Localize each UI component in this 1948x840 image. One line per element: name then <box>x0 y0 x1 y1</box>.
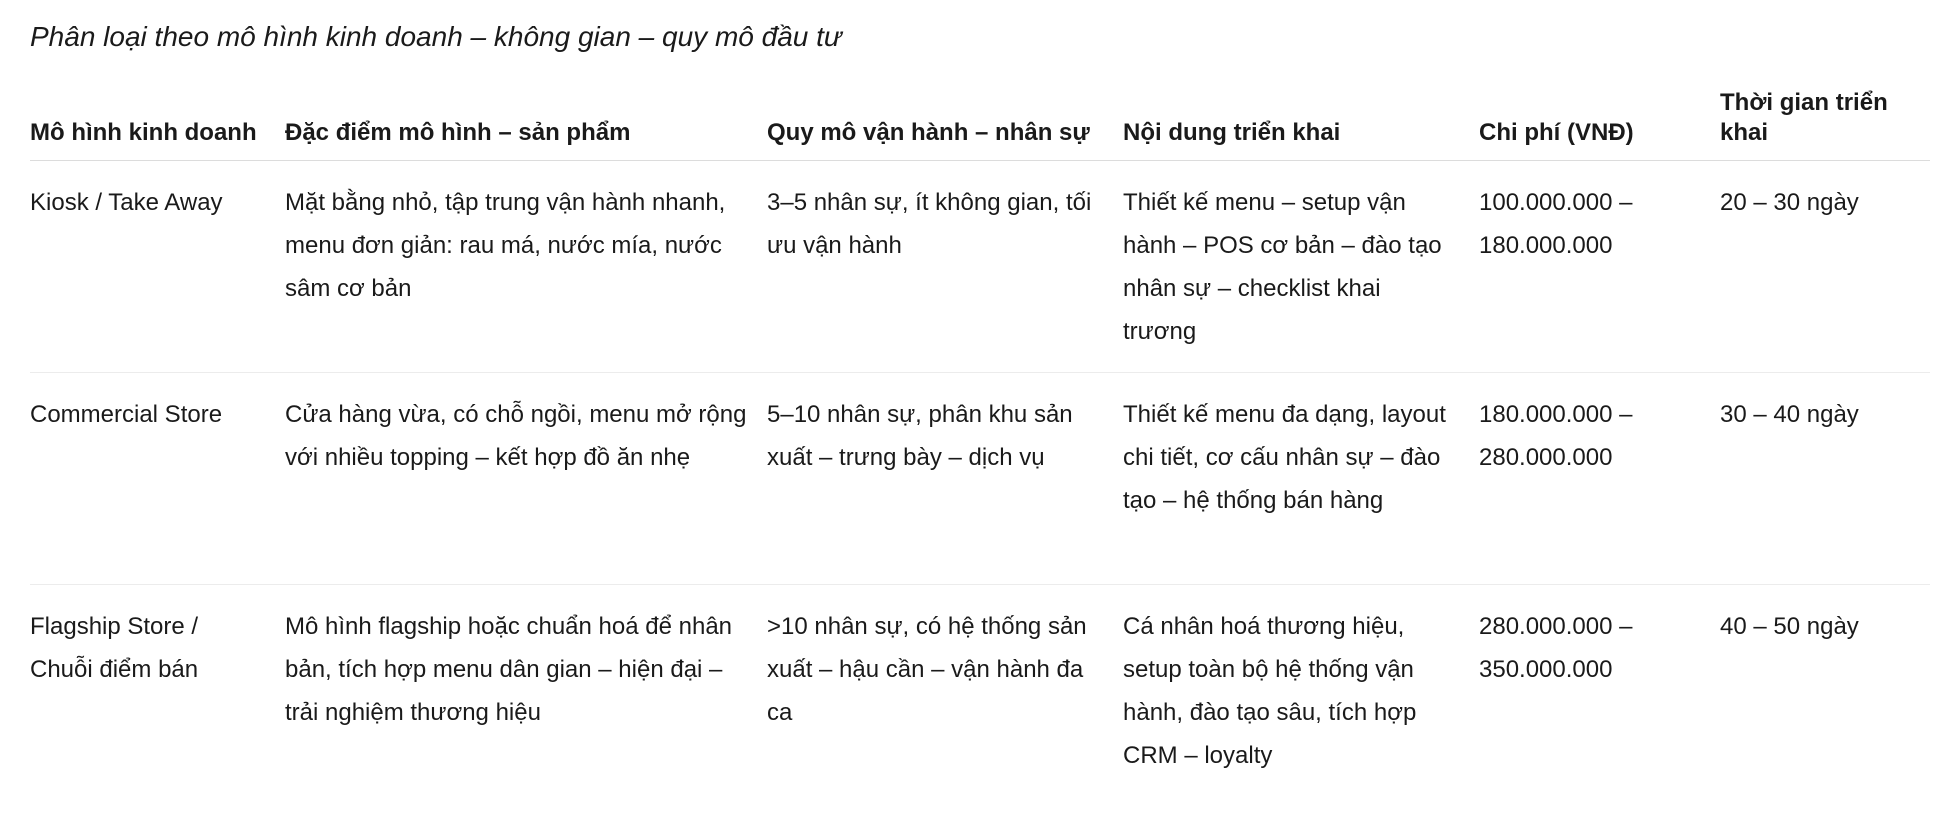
cell-duration: 30 – 40 ngày <box>1720 373 1930 585</box>
cell-business-model: Flagship Store / Chuỗi điểm bán <box>30 585 285 797</box>
header-features: Đặc điểm mô hình – sản phẩm <box>285 84 767 161</box>
business-model-table <box>30 84 1930 796</box>
cell-cost: 100.000.000 – 180.000.000 <box>1479 189 1633 259</box>
cell-features: Mặt bằng nhỏ, tập trung vận hành nhanh, menu đơn giản: rau má, nước mía, nước sâm cơ bản <box>285 189 726 302</box>
cell-cost: 280.000.000 – 350.000.000 <box>1479 585 1720 797</box>
header-deployment: Nội dung triển khai <box>1123 84 1479 161</box>
header-business-model: Mô hình kinh doanh <box>30 84 285 161</box>
table-row <box>30 161 1930 373</box>
header-row <box>30 84 1930 161</box>
cell-cost: 180.000.000 – 280.000.000 <box>1479 373 1720 585</box>
table-body <box>30 161 1930 797</box>
header-operating-scale: Quy mô vận hành – nhân sự <box>767 84 1123 161</box>
cell-operating-scale: >10 nhân sự, có hệ thống sản xuất – hậu cần – vận hành đa ca <box>767 585 1123 797</box>
header-cost: Chi phí (VNĐ) <box>1479 84 1720 161</box>
header-duration: Thời gian triển khai <box>1720 84 1930 161</box>
cell-duration: 20 – 30 ngày <box>1720 189 1859 216</box>
cell-features: Mô hình flagship hoặc chuẩn hoá để nhân bản, tích hợp menu dân gian – hiện đại – trải nghiệm thương hiệu <box>285 585 767 797</box>
cell-deployment: Thiết kế menu – setup vận hành – POS cơ bản – đào tạo nhân sự – checklist khai trương <box>1123 189 1442 345</box>
table-row <box>30 373 1930 585</box>
table-header <box>30 84 1930 161</box>
cell-operating-scale: 3–5 nhân sự, ít không gian, tối ưu vận hành <box>767 189 1092 259</box>
cell-business-model: Commercial Store <box>30 373 285 585</box>
table-row <box>30 585 1930 797</box>
cell-operating-scale: 5–10 nhân sự, phân khu sản xuất – trưng bày – dịch vụ <box>767 373 1123 585</box>
cell-duration: 40 – 50 ngày <box>1720 585 1930 797</box>
cell-deployment: Thiết kế menu đa dạng, layout chi tiết, cơ cấu nhân sự – đào tạo – hệ thống bán hàng <box>1123 373 1479 585</box>
table-caption: Phân loại theo mô hình kinh doanh – không gian – quy mô đầu tư <box>30 21 842 52</box>
cell-business-model: Kiosk / Take Away <box>30 189 223 216</box>
cell-features: Cửa hàng vừa, có chỗ ngồi, menu mở rộng với nhiều topping – kết hợp đồ ăn nhẹ <box>285 373 767 585</box>
cell-deployment: Cá nhân hoá thương hiệu, setup toàn bộ hệ thống vận hành, đào tạo sâu, tích hợp CRM – loyalty <box>1123 585 1479 797</box>
